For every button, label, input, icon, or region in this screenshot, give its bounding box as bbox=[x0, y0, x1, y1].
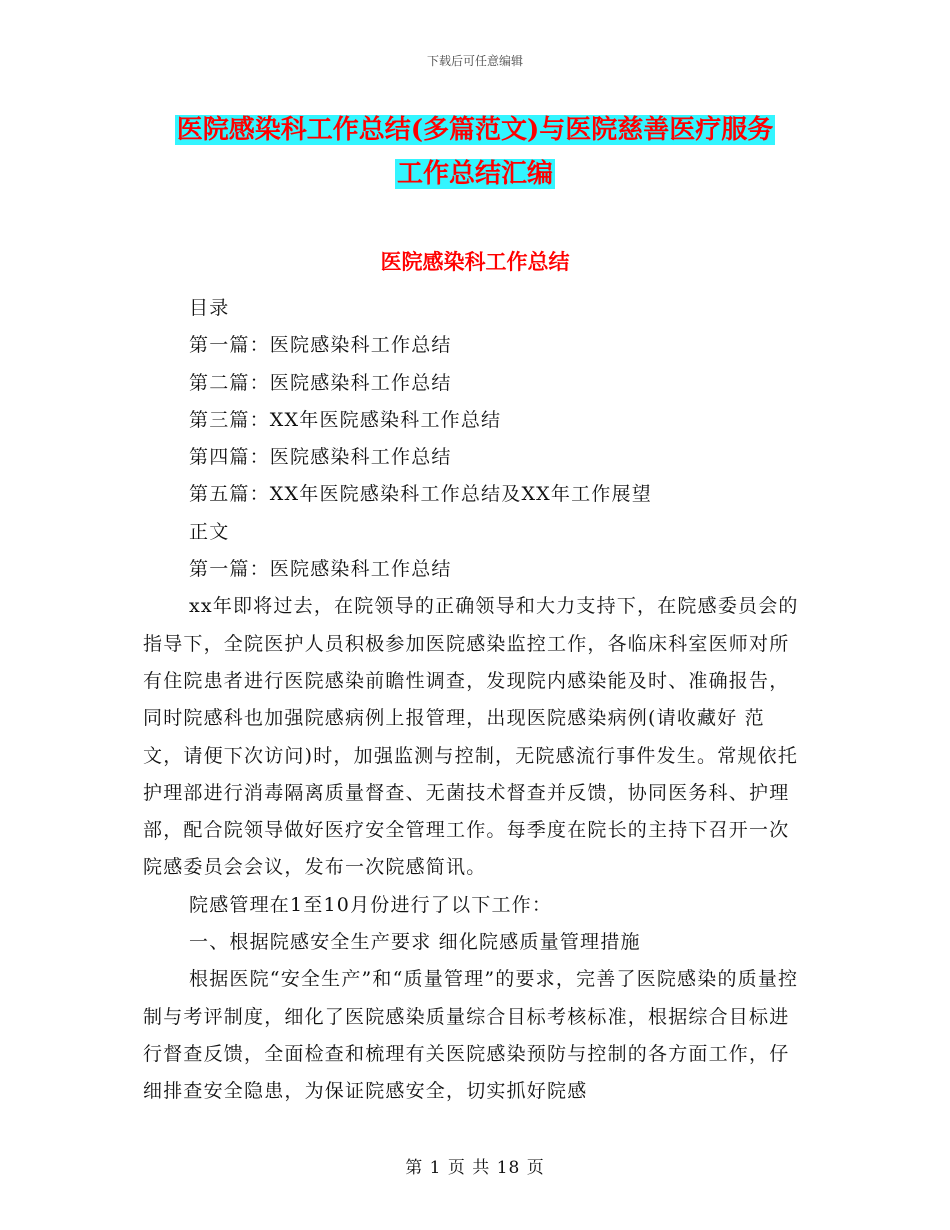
chapter-heading: 第一篇：医院感染科工作总结 bbox=[189, 558, 452, 581]
toc-heading: 目录 bbox=[189, 297, 230, 319]
page-number: 第 1 页 共 18 页 bbox=[405, 1158, 545, 1178]
title-line-2: 工作总结汇编 bbox=[396, 159, 553, 189]
toc-item: 第二篇：医院感染科工作总结 bbox=[189, 371, 452, 394]
toc-item: 第三篇：XX年医院感染科工作总结 bbox=[189, 408, 502, 431]
body-paragraph: xx年即将过去，在院领导的正确领导和大力支持下，在院感委员会的指导下，全院医护人员积极参加医院感染监控工作，各临床科室医师对所有住院患者进行医院感染前瞻性调查，发现院内感染能及时、准确报告，同时院感科也加强院感病例上报管理，出现医院感染病例(请收藏好 范 文，请便下次访问)时，加强监测与控制，无院感流行事件发生。常规依托护理部进行消毒隔离质量督查、无菌技术督查并反馈，协同医务科、护理部，配合院领导做好医疗安全管理工作。每季度在院长的主持下召开一次院感委员会会议，发布一次院感简讯。 bbox=[143, 595, 799, 879]
body-paragraph: 院感管理在1至10月份进行了以下工作： bbox=[189, 893, 553, 916]
document-title bbox=[0, 108, 950, 196]
title-line-1: 医院感染科工作总结(多篇范文)与医院慈善医疗服务 bbox=[176, 115, 774, 145]
subheading: 一、根据院感安全生产要求 细化院感质量管理措施 bbox=[189, 931, 641, 954]
toc-item: 第一篇：医院感染科工作总结 bbox=[189, 334, 452, 357]
zhengwen-label: 正文 bbox=[189, 520, 230, 543]
document-body bbox=[143, 290, 808, 1111]
body-paragraph: 根据医院“安全生产”和“质量管理”的要求，完善了医院感染的质量控制与考评制度，细化了医院感染质量综合目标考核标准，根据综合目标进行督查反馈，全面检查和梳理有关医院感染预防与控制的各方面工作，仔细排查安全隐患，为保证院感安全，切实抓好院感 bbox=[143, 968, 799, 1103]
toc-item: 第五篇：XX年医院感染科工作总结及XX年工作展望 bbox=[189, 483, 652, 506]
page-header-note: 下载后可任意编辑 bbox=[426, 54, 523, 68]
toc-item: 第四篇：医院感染科工作总结 bbox=[189, 446, 452, 469]
section-title: 医院感染科工作总结 bbox=[380, 249, 570, 274]
